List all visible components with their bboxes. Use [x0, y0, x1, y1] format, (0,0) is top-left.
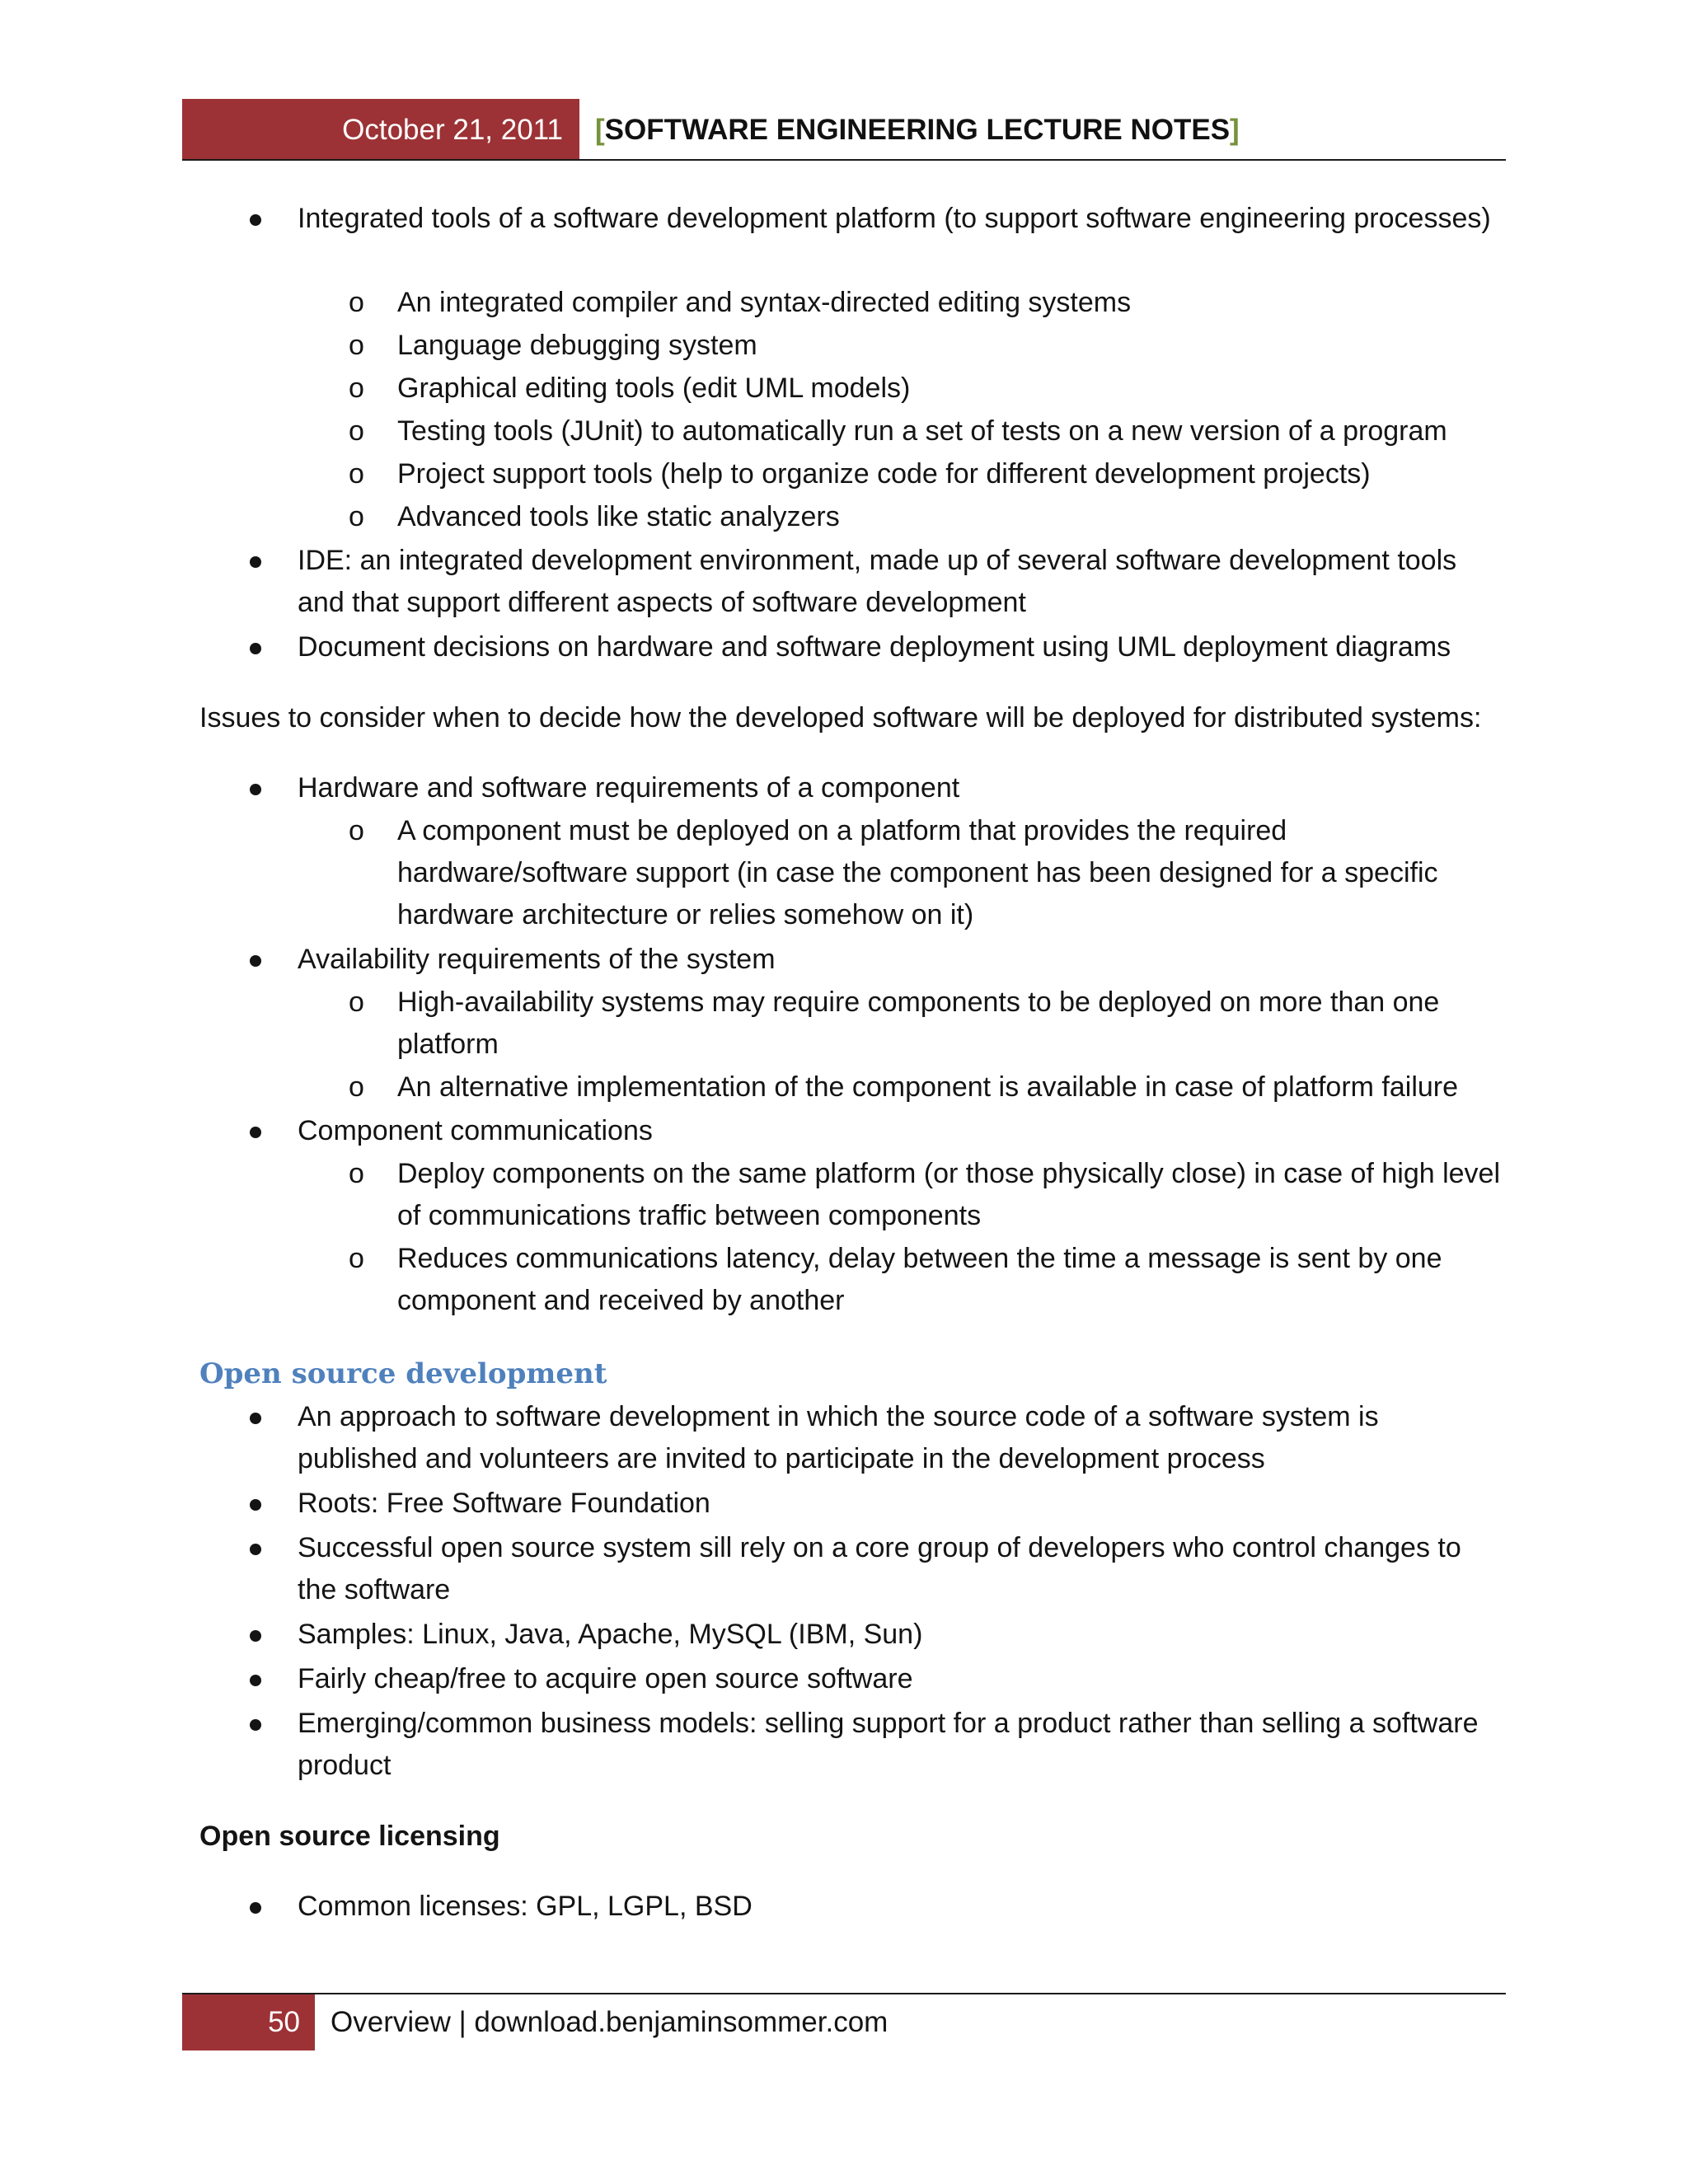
sub-bullet: o — [349, 987, 364, 1018]
sub-list-item: Testing tools (JUnit) to automatically run a set of tests on a new version of a program — [397, 415, 1447, 447]
footer-divider — [182, 1993, 1506, 1994]
header-bracket-open: [ — [595, 114, 605, 146]
bullet-dot — [250, 1630, 261, 1642]
bullet-dot — [250, 1675, 261, 1686]
sub-bullet: o — [349, 1243, 364, 1274]
list-item: Fairly cheap/free to acquire open source software — [298, 1663, 913, 1694]
sub-bullet: o — [349, 287, 364, 318]
sub-bullet: o — [349, 458, 364, 490]
sub-list-item: Project support tools (help to organize code for different development projects) — [397, 458, 1371, 490]
sub-list-item: Deploy components on the same platform (or those physically close) in case of high level of communications traffic between components — [397, 1158, 1501, 1231]
issues-paragraph: Issues to consider when to decide how the developed software will be deployed for distributed systems: — [199, 702, 1482, 733]
bullet-dot — [250, 643, 261, 654]
sub-bullet: o — [349, 330, 364, 361]
bullet-dot — [250, 784, 261, 795]
sub-bullet: o — [349, 815, 364, 846]
list-item: An approach to software development in which the source code of a software system is published and volunteers are invited to participate in the development process — [298, 1401, 1379, 1474]
bullet-dot — [250, 1719, 261, 1731]
sub-list-item: A component must be deployed on a platform that provides the required hardware/software support (in case the component has been designed for a specific hardware architecture or relies somehow on it) — [397, 815, 1438, 930]
section-heading: Open source development — [199, 1357, 607, 1390]
footer-text: Overview | download.benjaminsommer.com — [331, 2006, 889, 2038]
footer-page-box — [182, 1994, 315, 2050]
list-item: Roots: Free Software Foundation — [298, 1488, 710, 1519]
list-item: Component communications — [298, 1115, 653, 1146]
bullet-dot — [250, 1544, 261, 1555]
bullet-dot — [250, 1127, 261, 1138]
sub-list-item: High-availability systems may require components to be deployed on more than one platform — [397, 987, 1440, 1060]
bullet-dot — [250, 556, 261, 568]
bullet-dot — [250, 1499, 261, 1511]
bullet-dot — [250, 1413, 261, 1424]
list-item: Hardware and software requirements of a component — [298, 772, 960, 804]
sub-bullet: o — [349, 501, 364, 532]
sub-bullet: o — [349, 373, 364, 404]
sub-bullet: o — [349, 415, 364, 447]
sub-list-item: Reduces communications latency, delay between the time a message is sent by one component and received by another — [397, 1243, 1442, 1316]
sub-list-item: Language debugging system — [397, 330, 757, 361]
header-title-text: SOFTWARE ENGINEERING LECTURE NOTES — [604, 114, 1231, 146]
sub-list-item: An integrated compiler and syntax-directed editing systems — [397, 287, 1132, 318]
list-item: Availability requirements of the system — [298, 944, 776, 975]
bullet-dot — [250, 955, 261, 967]
sub-list-item: Graphical editing tools (edit UML models) — [397, 373, 911, 404]
sub-bullet: o — [349, 1071, 364, 1103]
list-item: Emerging/common business models: selling support for a product rather than selling a software product — [298, 1708, 1479, 1781]
sub-list-item: Advanced tools like static analyzers — [397, 501, 840, 532]
sub-list-item: An alternative implementation of the component is available in case of platform failure — [397, 1071, 1459, 1103]
list-item: Document decisions on hardware and software deployment using UML deployment diagrams — [298, 631, 1451, 663]
list-item: Common licenses: GPL, LGPL, BSD — [298, 1891, 753, 1922]
header-date: October 21, 2011 — [342, 114, 563, 146]
list-item: Integrated tools of a software development platform (to support software engineering processes) — [298, 203, 1491, 234]
header-bracket-close: ] — [1230, 114, 1240, 146]
bullet-dot — [250, 214, 261, 226]
list-item: Samples: Linux, Java, Apache, MySQL (IBM, Sun) — [298, 1619, 923, 1650]
list-item: Successful open source system sill rely on a core group of developers who control changes to the software — [298, 1532, 1461, 1605]
subsection-heading: Open source licensing — [199, 1821, 500, 1852]
sub-bullet: o — [349, 1158, 364, 1189]
list-item: IDE: an integrated development environment, made up of several software development tools and that support different aspects of software development — [298, 545, 1457, 618]
page-number: 50 — [268, 2006, 300, 2038]
bullet-dot — [250, 1902, 261, 1914]
